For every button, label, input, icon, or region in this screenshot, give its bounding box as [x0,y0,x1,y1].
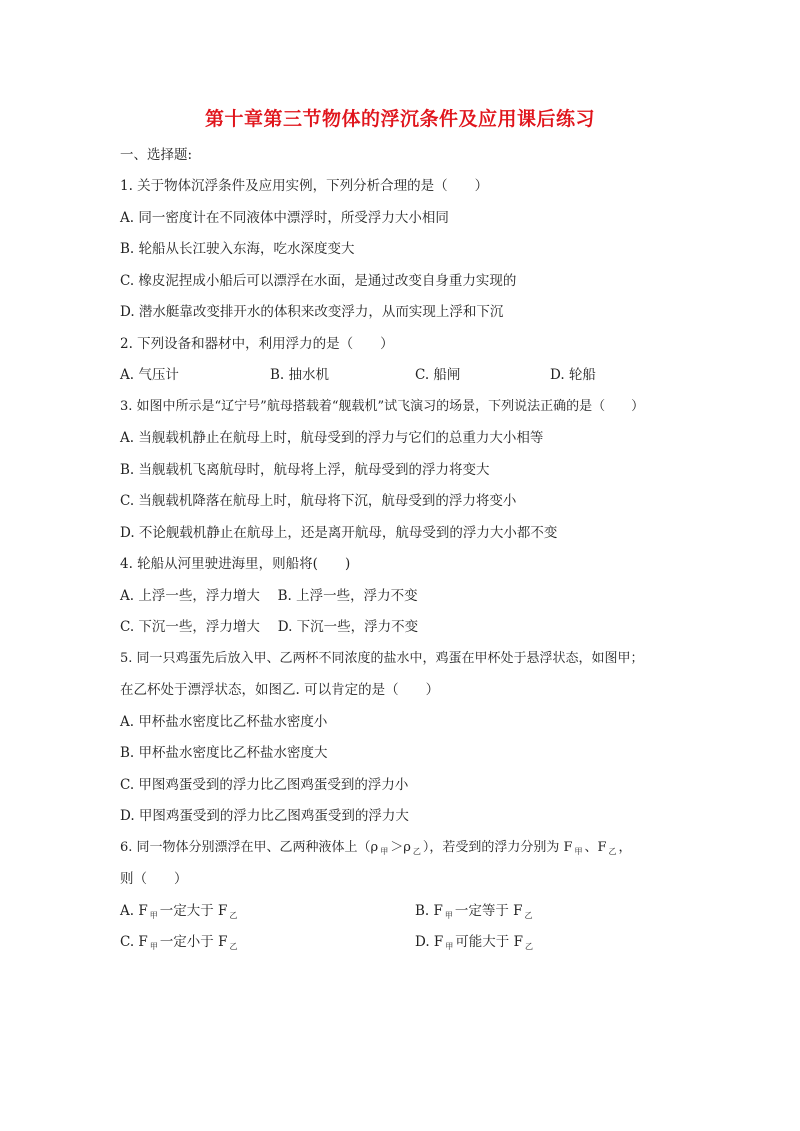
question-6-options-cd [120,933,680,951]
question-6-stem-line-2: 则（ ） [120,871,188,887]
question-2-option-c: C. 船闸 [415,367,461,383]
question-5-stem-line-1: 5. 同一只鸡蛋先后放入甲、乙两杯不同浓度的盐水中，鸡蛋在甲杯处于悬浮状态，如图甲； [120,651,644,666]
question-3-option-c: C. 当舰载机降落在航母上时，航母将下沉，航母受到的浮力将变小 [120,493,517,509]
question-4-options-cd: C. 下沉一些，浮力增大 D. 下沉一些，浮力不变 [120,619,419,635]
question-6-options-ab [120,902,680,920]
question-1-option-b: B. 轮船从长江驶入东海，吃水深度变大 [120,241,355,257]
question-6-option-c: C. F $_甲$ 一定小于 F $_乙$ [120,934,238,951]
question-6-option-a: A. F $_甲$ 一定大于 F $_乙$ [120,903,238,920]
section-heading: 一、选择题: [120,147,193,163]
question-3-option-a: A. 当舰载机静止在航母上时，航母受到的浮力与它们的总重力大小相等 [120,430,544,446]
question-5-option-c: C. 甲图鸡蛋受到的浮力比乙图鸡蛋受到的浮力小 [120,777,409,793]
question-1-option-d: D. 潜水艇靠改变排开水的体积来改变浮力，从而实现上浮和下沉 [120,304,504,320]
worksheet-title: 第十章第三节物体的浮沉条件及应用课后练习 [204,108,595,130]
question-2-option-d: D. 轮船 [550,367,596,383]
question-6-option-b: B. F $_甲$ 一定等于 F $_乙$ [415,903,533,920]
question-3-option-d: D. 不论舰载机静止在航母上，还是离开航母，航母受到的浮力大小都不变 [120,525,558,541]
subscript-jia: 甲 [574,847,583,856]
question-4-stem: 4. 轮船从河里驶进海里，则船将( ) [120,556,351,572]
question-5-option-d: D. 甲图鸡蛋受到的浮力比乙图鸡蛋受到的浮力大 [120,808,409,824]
question-1-option-a: A. 同一密度计在不同液体中漂浮时，所受浮力大小相同 [120,210,449,226]
question-2-options [120,366,680,384]
question-2-option-b: B. 抽水机 [270,367,330,383]
subscript-jia: 甲 [380,847,389,856]
question-2-stem: 2. 下列设备和器材中，利用浮力的是（ ） [120,336,394,352]
question-1-option-c: C. 橡皮泥捏成小船后可以漂浮在水面，是通过改变自身重力实现的 [120,273,517,289]
question-3-stem: 3. 如图中所示是“辽宁号”航母搭载着“舰载机”试飞演习的场景，下列说法正确的是（ ） [120,399,645,414]
question-2-option-a: A. 气压计 [120,367,179,383]
question-4-options-ab: A. 上浮一些，浮力增大 B. 上浮一些，浮力不变 [120,588,418,604]
subscript-yi: 乙 [608,847,617,856]
question-6-option-d: D. F $_甲$ 可能大于 F $_乙$ [415,934,533,951]
subscript-yi: 乙 [412,847,421,856]
question-1-stem: 1. 关于物体沉浮条件及应用实例，下列分析合理的是（ ） [120,178,489,194]
question-5-stem-line-2: 在乙杯处于漂浮状态，如图乙. 可以肯定的是（ ） [120,682,440,698]
question-5-option-b: B. 甲杯盐水密度比乙杯盐水密度大 [120,745,328,761]
question-6-stem-line-1: 6. 同一物体分别漂浮在甲、乙两种液体上（ρ $_甲$ ＞ρ $_乙$ ），若受到的浮力分别为 F $_甲$ 、F $_乙$ ， [120,840,632,856]
question-3-option-b: B. 当舰载机飞离航母时，航母将上浮，航母受到的浮力将变大 [120,462,490,478]
question-5-option-a: A. 甲杯盐水密度比乙杯盐水密度小 [120,714,328,730]
